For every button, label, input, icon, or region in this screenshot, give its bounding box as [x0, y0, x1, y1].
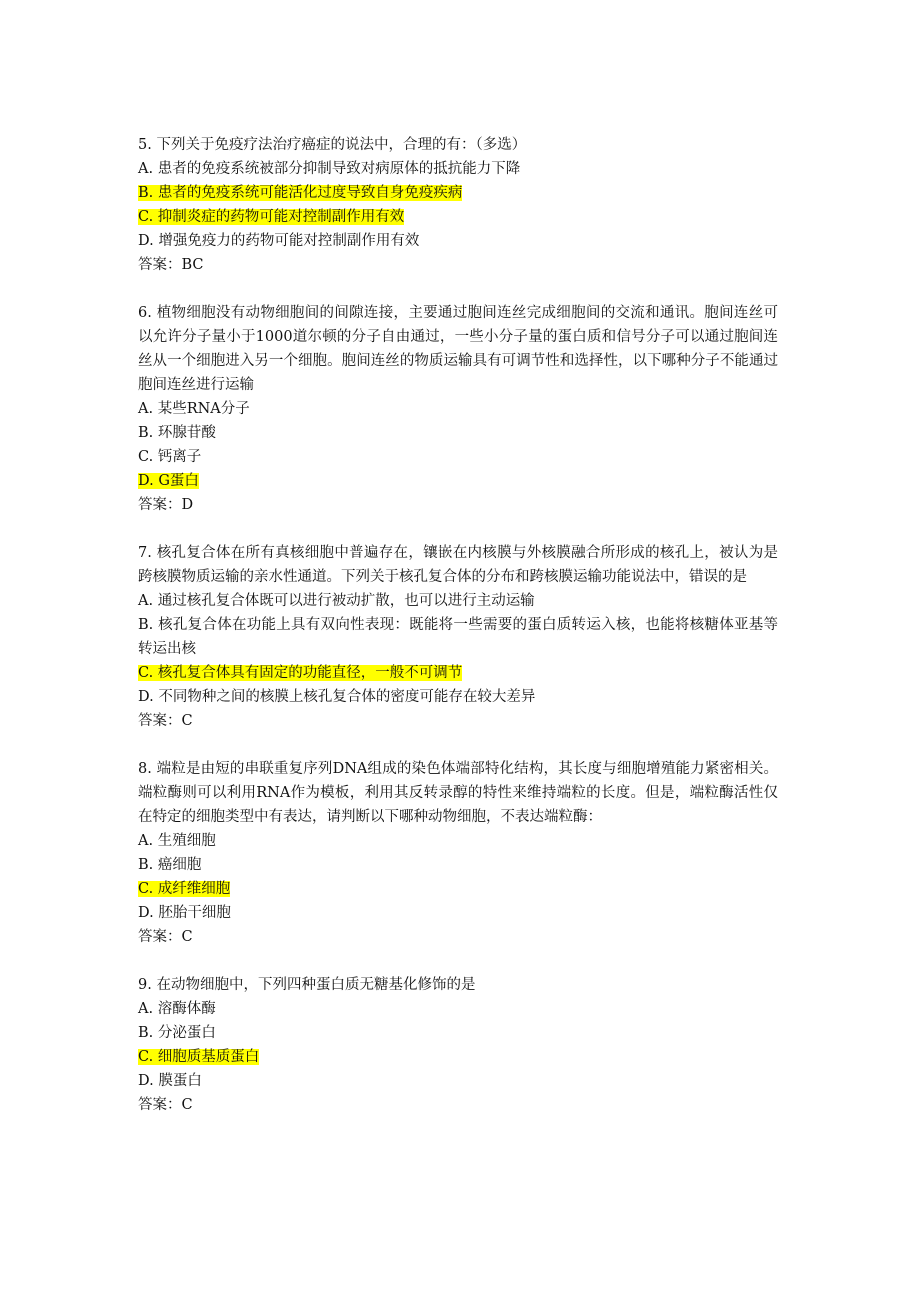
option-d [138, 901, 778, 925]
option-b [138, 181, 778, 205]
option-text-highlighted: C. 核孔复合体具有固定的功能直径，一般不可调节 [138, 665, 463, 681]
option-b [138, 1021, 778, 1045]
option-c [138, 877, 778, 901]
question-stem: 7. 核孔复合体在所有真核细胞中普遍存在，镶嵌在内核膜与外核膜融合所形成的核孔上，被认为是跨核膜物质运输的亲水性通道。下列关于核孔复合体的分布和跨核膜运输功能说法中，错误的是 [138, 545, 778, 585]
question-8 [138, 757, 778, 949]
answer-line: 答案：C [138, 929, 193, 945]
option-text: B. 核孔复合体在功能上具有双向性表现：既能将一些需要的蛋白质转运入核，也能将核糖体亚基等转运出核 [138, 617, 778, 657]
option-text: A. 生殖细胞 [138, 833, 216, 849]
question-6 [138, 301, 778, 517]
option-text-highlighted: C. 抑制炎症的药物可能对控制副作用有效 [138, 209, 405, 225]
option-text: A. 患者的免疫系统被部分抑制导致对病原体的抵抗能力下降 [138, 161, 521, 177]
option-c [138, 205, 778, 229]
option-text: B. 分泌蛋白 [138, 1025, 216, 1041]
option-text: D. 不同物种之间的核膜上核孔复合体的密度可能存在较大差异 [138, 689, 536, 705]
option-text: A. 溶酶体酶 [138, 1001, 216, 1017]
option-text: B. 癌细胞 [138, 857, 202, 873]
option-text-highlighted: C. 成纤维细胞 [138, 881, 231, 897]
option-a [138, 997, 778, 1021]
option-a [138, 589, 778, 613]
option-d [138, 229, 778, 253]
option-text: D. 胚胎干细胞 [138, 905, 231, 921]
option-text: A. 通过核孔复合体既可以进行被动扩散，也可以进行主动运输 [138, 593, 535, 609]
option-text-highlighted: B. 患者的免疫系统可能活化过度导致自身免疫疾病 [138, 185, 463, 201]
answer-line: 答案：C [138, 1097, 193, 1113]
option-text: B. 环腺苷酸 [138, 425, 216, 441]
option-text: D. 膜蛋白 [138, 1073, 202, 1089]
option-b [138, 613, 778, 661]
answer-line: 答案：BC [138, 257, 204, 273]
option-c [138, 661, 778, 685]
option-text: C. 钙离子 [138, 449, 202, 465]
option-a [138, 157, 778, 181]
question-stem: 8. 端粒是由短的串联重复序列DNA组成的染色体端部特化结构，其长度与细胞增殖能力紧密相关。端粒酶则可以利用RNA作为模板，利用其反转录醇的特性来维持端粒的长度。但是，端粒酶活性仅在特定的细胞类型中有表达，请判断以下哪种动物细胞，不表达端粒酶： [138, 761, 778, 825]
question-list [138, 133, 778, 1141]
option-c [138, 445, 778, 469]
option-d [138, 469, 778, 493]
option-a [138, 829, 778, 853]
option-d [138, 685, 778, 709]
option-text: A. 某些RNA分子 [138, 401, 250, 417]
answer-line: 答案：D [138, 497, 194, 513]
option-text-highlighted: D. G蛋白 [138, 473, 199, 489]
answer-line: 答案：C [138, 713, 193, 729]
question-stem: 9. 在动物细胞中，下列四种蛋白质无糖基化修饰的是 [138, 977, 476, 993]
option-b [138, 421, 778, 445]
question-9 [138, 973, 778, 1117]
option-text: D. 增强免疫力的药物可能对控制副作用有效 [138, 233, 420, 249]
question-stem: 6. 植物细胞没有动物细胞间的间隙连接，主要通过胞间连丝完成细胞间的交流和通讯。胞间连丝可以允许分子量小于1000道尔顿的分子自由通过，一些小分子量的蛋白质和信号分子可以通过胞间连丝从一个细胞进入另一个细胞。胞间连丝的物质运输具有可调节性和选择性，以下哪种分子不能通过胞间连丝进行运输 [138, 305, 778, 393]
option-d [138, 1069, 778, 1093]
option-c [138, 1045, 778, 1069]
option-b [138, 853, 778, 877]
question-stem: 5. 下列关于免疫疗法治疗癌症的说法中，合理的有：（多选） [138, 137, 527, 153]
question-7 [138, 541, 778, 733]
option-text-highlighted: C. 细胞质基质蛋白 [138, 1049, 260, 1065]
option-a [138, 397, 778, 421]
question-5 [138, 133, 778, 277]
